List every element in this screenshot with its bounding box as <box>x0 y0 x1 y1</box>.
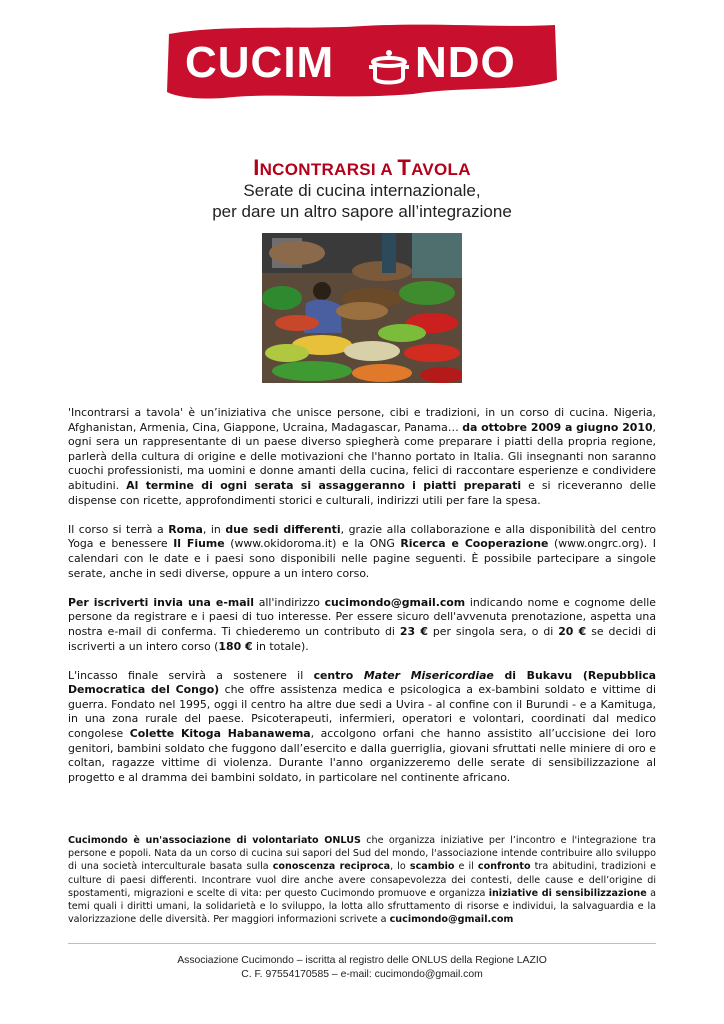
subtitle-line-1: Serate di cucina internazionale, <box>243 181 481 200</box>
market-photo <box>262 233 462 383</box>
footer-registration: Associazione Cucimondo – iscritta al registro delle ONLUS della Regione LAZIO <box>177 955 547 966</box>
subtitle-line-2: per dare un altro sapore all’integrazione <box>212 202 512 221</box>
logo-banner <box>163 20 559 102</box>
paragraph-registration: Per iscriverti invia una e-mail all'indirizzo cucimondo@gmail.com indicando nome e cognome delle persone da registrare e i paesi di tuo interesse. Per essere sicuro dell'avvenuta prenotazione, aspetta una nostra e-mail di conferma. Ti chiederemo un contributo di 23 € per singola sera, o di 20 € se decidi di iscriverti a un intero corso (180 € in totale). <box>68 595 656 653</box>
body-text <box>68 406 656 800</box>
about-association: Cucimondo è un'associazione di volontariato ONLUS che organizza iniziative per l’incontro e l'integrazione tra persone e popoli. Nata da un corso di cucina sui sapori del Sud del mondo, l'associazione intende contribuire allo sviluppo di una società interculturale basata sulla conoscenza reciproca, lo scambio e il confronto tra abitudini, tradizioni e culture di paesi differenti. Incontrare vuol dire anche avere consapevolezza dei contesti, delle cause e dell’origine di spostamenti, migrazioni e scelte di vita: per questo Cucimondo promuove e organizza iniziative di sensibilizzazione a temi quali i diritti umani, la solidarietà e lo sviluppo, la lotta allo sfruttamento di risorse e individui, la salvaguardia e la valorizzazione delle diversità. Per maggiori informazioni scrivete a cucimondo@gmail.com <box>68 835 656 926</box>
footer-divider <box>68 943 656 944</box>
logo-text-left: CUCIM <box>185 38 335 87</box>
footer-contact: C. F. 97554170585 – e-mail: cucimondo@gmail.com <box>241 969 483 980</box>
title-block <box>0 155 724 222</box>
paragraph-intro: 'Incontrarsi a tavola' è un’iniziativa che unisce persone, cibi e tradizioni, in un corso di cucina. Nigeria, Afghanistan, Armenia, Cina, Giappone, Ucraina, Madagascar, Panama… da ottobre 2009 a giugno 2010, ogni sera un rappresentante di un paese diverso spiegherà come preparare i piatti della propria regione, parlerà della cultura di origine e delle motivazioni che l'hanno portato in Italia. Gli insegnanti non saranno cuochi professionisti, ma uomini e donne amanti della cucina, felici di raccontare esperienze e condividere abitudini. Al termine di ogni serata si assaggeranno i piatti preparati e si riceveranno delle dispense con ricette, approfondimenti storici e culturali, indirizzi utili per fare la spesa. <box>68 406 656 507</box>
paragraph-location: Il corso si terrà a Roma, in due sedi differenti, grazie alla collaborazione e alla disponibilità del centro Yoga e benessere Il Fiume (www.okidoroma.it) e la ONG Ricerca e Cooperazione (www.ongrc.org). I calendari con le date e i paesi sono disponibili nelle pagine seguenti. È possibile partecipare a singole serate, anche in sedi diverse, oppure a un intero corso. <box>68 522 657 580</box>
logo-text-right: NDO <box>415 38 516 87</box>
cucimondo-logo <box>163 20 559 102</box>
paragraph-beneficiary: L'incasso finale servirà a sostenere il centro Mater Misericordiae di Bukavu (Repubblica Democratica del Congo) che offre assistenza medica e psicologica a ex-bambini soldato e vittime di guerra. Fondato nel 1995, oggi il centro ha altre due sedi a Uvira - al confine con il Burundi - e a Kamituga, in una zona rurale del paese. Psicoterapeuti, infermieri, operatori e volontari, coordinati dal medico congolese Colette Kitoga Habanawema, accolgono orfani che hanno assistito all’uccisione dei loro genitori, bambini soldato che fuggono dall’esercito e dalla guerriglia, giovani sfruttati nelle miniere di oro e coltan, ragazze vittime di violenza. Durante l'anno organizzeremo delle serate di sensibilizzazione al progetto e al dramma dei bambini soldato, in particolare nel continente africano. <box>68 668 657 784</box>
page-title: INCONTRARSI A TAVOLA <box>253 155 471 180</box>
